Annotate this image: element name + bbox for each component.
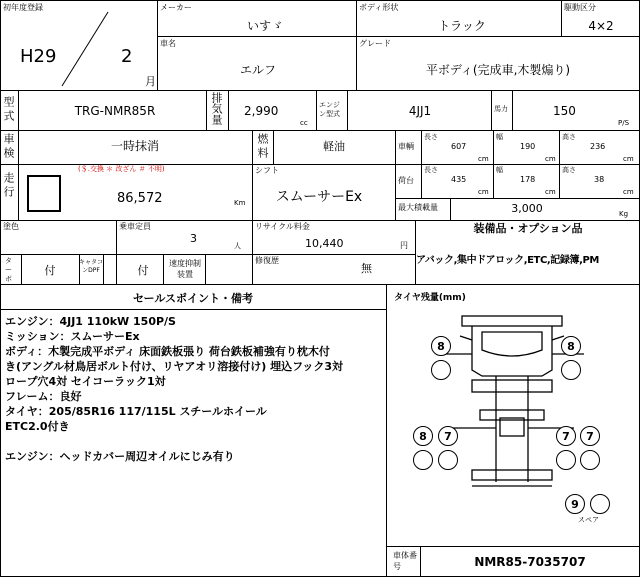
tire-rear-left-outer: 8 xyxy=(413,426,433,446)
maker-value: いすゞ xyxy=(246,19,284,33)
tire-front-right-blank xyxy=(561,360,581,380)
first-reg-month-unit: 月 xyxy=(145,75,156,88)
cargo-height-value: 38 xyxy=(594,175,605,184)
cargo-height-label: 高さ xyxy=(562,166,576,174)
sales-point-line: エンジン：ヘッドカバー周辺オイルにじみ有り xyxy=(5,450,235,463)
tire-rear-right-inner: 7 xyxy=(556,426,576,446)
vehicle-length-value: 607 xyxy=(451,142,467,151)
capacity-unit: 人 xyxy=(234,242,241,250)
mileage-label: 走行 xyxy=(2,172,15,200)
recycle-unit: 円 xyxy=(400,241,408,250)
displacement-unit: cc xyxy=(300,119,308,127)
vehicle-height-label: 高さ xyxy=(562,133,576,141)
transmission-label: シフト xyxy=(255,166,279,175)
sales-points-notes xyxy=(5,314,343,464)
first-reg-month: 2 xyxy=(121,46,133,67)
sales-point-line: ボディ：木製完成平ボディ 床面鉄板張り 荷台鉄板補強有り枕木付 xyxy=(5,345,330,358)
repair-label: 修復歴 xyxy=(255,256,279,265)
equipment-value: アバック,集中ドアロック,ETC,記録簿,PM xyxy=(416,255,599,266)
vehicle-dims-label: 車輌 xyxy=(398,142,414,151)
first-reg-year: H29 xyxy=(20,46,57,67)
sales-point-line: タイヤ：205/85R16 117/115L スチールホイール xyxy=(5,405,267,418)
sales-point-line: ミッション：スムーサーEx xyxy=(5,330,140,343)
cargo-dims-label: 荷台 xyxy=(398,176,414,185)
horsepower-label: 馬力 xyxy=(494,105,508,113)
engine-type-value: 4JJ1 xyxy=(408,104,432,118)
repair-value: 無 xyxy=(361,262,372,275)
tire-spare-blank xyxy=(590,494,610,514)
vehicle-length-label: 長さ xyxy=(424,133,438,141)
color-label: 塗色 xyxy=(3,222,19,231)
fuel-value: 軽油 xyxy=(323,140,345,153)
sales-point-line: フレーム：良好 xyxy=(5,390,82,403)
tire-title: タイヤ残量(mm) xyxy=(394,293,466,303)
turbo-label: ターボ xyxy=(5,257,12,283)
tire-rear-blank xyxy=(438,450,458,470)
vehicle-length-unit: cm xyxy=(478,155,489,163)
inspection-label: 車検 xyxy=(2,133,15,161)
body-shape-value: トラック xyxy=(438,19,486,33)
inspection-value: 一時抹消 xyxy=(110,139,160,153)
chassis-value: NMR85-7035707 xyxy=(474,555,586,569)
max-load-value: 3,000 xyxy=(511,202,543,215)
vehicle-width-label: 幅 xyxy=(496,133,503,141)
cargo-length-label: 長さ xyxy=(424,166,438,174)
cargo-length-unit: cm xyxy=(478,188,489,196)
engine-type-label: エンジン型式 xyxy=(319,101,340,118)
max-load-unit: Kg xyxy=(619,210,629,218)
model-label: 型式 xyxy=(2,96,15,124)
body-shape-label: ボディ形状 xyxy=(359,3,399,12)
first-reg-divider xyxy=(60,10,110,88)
sales-point-line: ETC2.0付き xyxy=(5,420,70,433)
tire-rear-blank xyxy=(556,450,576,470)
tire-rear-left-inner: 7 xyxy=(438,426,458,446)
cargo-length-value: 435 xyxy=(451,175,467,184)
sales-point-line: き(アングル材鳥居ボルト付け、リヤアオリ溶接付け) 埋込フック3対 xyxy=(5,360,344,373)
capacity-label: 乗車定員 xyxy=(119,222,151,231)
mileage-unit: Km xyxy=(234,199,246,207)
model-value: TRG-NMR85R xyxy=(74,104,156,118)
car-name-value: エルフ xyxy=(239,63,277,77)
spare-label: スペア xyxy=(578,516,599,524)
vehicle-width-value: 190 xyxy=(520,142,536,151)
displacement-label: 排気量 xyxy=(210,92,223,125)
sales-points-title: セールスポイント・備考 xyxy=(132,292,254,305)
cargo-width-label: 幅 xyxy=(496,166,503,174)
dpf-label: キャタコンDPF xyxy=(79,259,104,274)
drive-value: 4×2 xyxy=(588,19,614,33)
turbo-value: 付 xyxy=(44,264,56,277)
tire-front-left-blank xyxy=(431,360,451,380)
tire-front-left: 8 xyxy=(431,336,451,356)
sales-point-line xyxy=(5,434,343,449)
horsepower-unit: P/S xyxy=(618,119,630,127)
first-reg-label: 初年度登録 xyxy=(3,3,43,12)
cargo-width-value: 178 xyxy=(520,175,536,184)
vehicle-height-unit: cm xyxy=(623,155,634,163)
cargo-width-unit: cm xyxy=(545,188,556,196)
sales-point-line: ロープ穴4対 セイコーラック1対 xyxy=(5,375,166,388)
mileage-value: 86,572 xyxy=(117,191,163,206)
car-name-label: 車名 xyxy=(160,39,176,48)
speed-limiter-label: 速度抑制装置 xyxy=(169,259,201,279)
chassis-label: 車体番号 xyxy=(393,551,417,571)
tire-spare: 9 xyxy=(565,494,585,514)
vehicle-width-unit: cm xyxy=(545,155,556,163)
grade-label: グレード xyxy=(359,39,391,48)
horsepower-value: 150 xyxy=(553,104,576,118)
recycle-label: リサイクル料金 xyxy=(255,222,310,231)
recycle-value: 10,440 xyxy=(305,237,344,250)
drive-label: 駆動区分 xyxy=(564,3,596,12)
mileage-check-box xyxy=(27,175,61,212)
max-load-label: 最大積載量 xyxy=(398,203,438,212)
displacement-value: 2,990 xyxy=(244,104,279,118)
grade-value: 平ボディ(完成車,木製煽り) xyxy=(425,63,571,77)
cargo-height-unit: cm xyxy=(623,188,634,196)
tire-rear-blank xyxy=(580,450,600,470)
tire-rear-right-outer: 7 xyxy=(580,426,600,446)
vehicle-height-value: 236 xyxy=(590,142,606,151)
mileage-note: (＄.交換 ＊ 改ざん ＃ 不明) xyxy=(78,165,165,173)
tire-front-right: 8 xyxy=(561,336,581,356)
transmission-value: スムーサーEx xyxy=(275,189,363,205)
equipment-title: 装備品・オプション品 xyxy=(473,222,583,235)
sales-point-line: エンジン：4JJ1 110kW 150P/S xyxy=(5,315,176,328)
maker-label: メーカー xyxy=(160,3,192,12)
capacity-value: 3 xyxy=(190,232,197,245)
dpf-value: 付 xyxy=(137,264,149,277)
tire-rear-blank xyxy=(413,450,433,470)
fuel-label: 燃料 xyxy=(256,133,269,161)
